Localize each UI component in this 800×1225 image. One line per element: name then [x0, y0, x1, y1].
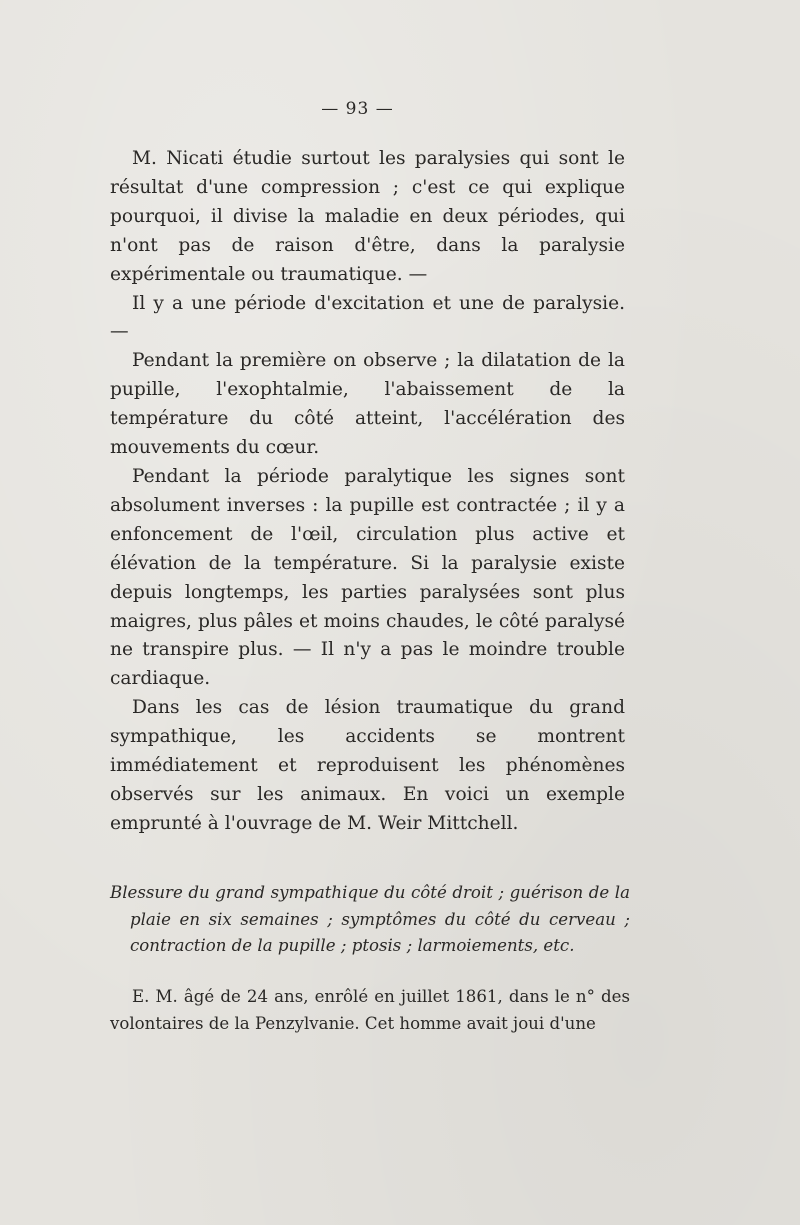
paragraph-2: Il y a une période d'excitation et une de paralysie. — — [110, 292, 625, 343]
paragraph-3: Pendant la première on observe ; la dilatation de la pupille, l'exophtalmie, l'abaissement de la température du côté atteint, l'accélération des mouvements du cœur. — [110, 350, 625, 459]
case-heading — [110, 880, 630, 960]
page-number: — 93 — — [321, 99, 394, 119]
case-description-text: E. M. âgé de 24 ans, enrôlé en juillet 1861, dans le n° des volontaires de la Penzylvanie. Cet homme avait joui d'une — [110, 987, 630, 1033]
paragraph-5: Dans les cas de lésion traumatique du grand sympathique, les accidents se montrent immédiatement et reproduisent les phénomènes observés sur les animaux. En voici un exemple emprunté à l'ouvrage de M. Weir Mittchell. — [110, 697, 625, 834]
case-description — [110, 983, 630, 1037]
paragraph-4: Pendant la période paralytique les signes sont absolument inverses : la pupille est contractée ; il y a enfoncement de l'œil, circulation plus active et élévation de la température. Si la paralysie existe depuis longtemps, les parties paralysées sont plus maigres, plus pâles et moins chaudes, le côté paralysé ne transpire plus. — Il n'y a pas le moindre trouble cardiaque. — [110, 465, 625, 690]
case-heading-text: Blessure du grand sympathique du côté droit ; guérison de la plaie en six semaines ; symptômes du côté du cerveau ; contraction de la pupille ; ptosis ; larmoiements, etc. — [110, 883, 630, 955]
paragraph-1: M. Nicati étudie surtout les paralysies qui sont le résultat d'une compression ; c'est ce qui explique pourquoi, il divise la maladie en deux périodes, qui n'ont pas de raison d'être, dans la paralysie expérimentale ou traumatique. — — [110, 148, 625, 285]
main-text — [110, 145, 625, 839]
